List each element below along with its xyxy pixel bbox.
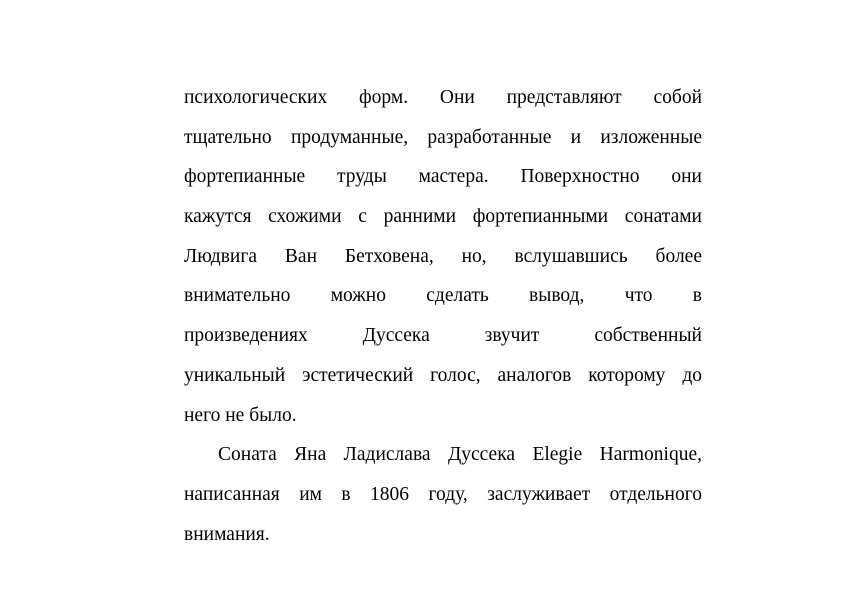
text-line: внимательно можно сделать вывод, что в (184, 285, 702, 307)
text-line: кажутся схожими с ранними фортепианными сонатами (184, 206, 702, 228)
text-line: фортепианные труды мастера. Поверхностно они (184, 166, 702, 188)
text-line: психологических форм. Они представляют собой (184, 87, 702, 108)
text-line: Людвига Ван Бетховена, но, вслушавшись более (184, 245, 702, 267)
text-line: него не было. (184, 404, 297, 426)
text-line: произведениях Дуссека звучит собственный (184, 325, 702, 347)
body-text (184, 84, 702, 560)
text-line: тщательно продуманные, разработанные и изложенные (184, 126, 702, 148)
text-line: внимания. (184, 523, 270, 545)
paragraph-first-line: Соната Яна Ладислава Дуссека Elegie Harmonique, (218, 444, 702, 466)
text-line: уникальный эстетический голос, аналогов которому до (184, 364, 702, 386)
text-line: написанная им в 1806 году, заслуживает отдельного (184, 483, 702, 505)
